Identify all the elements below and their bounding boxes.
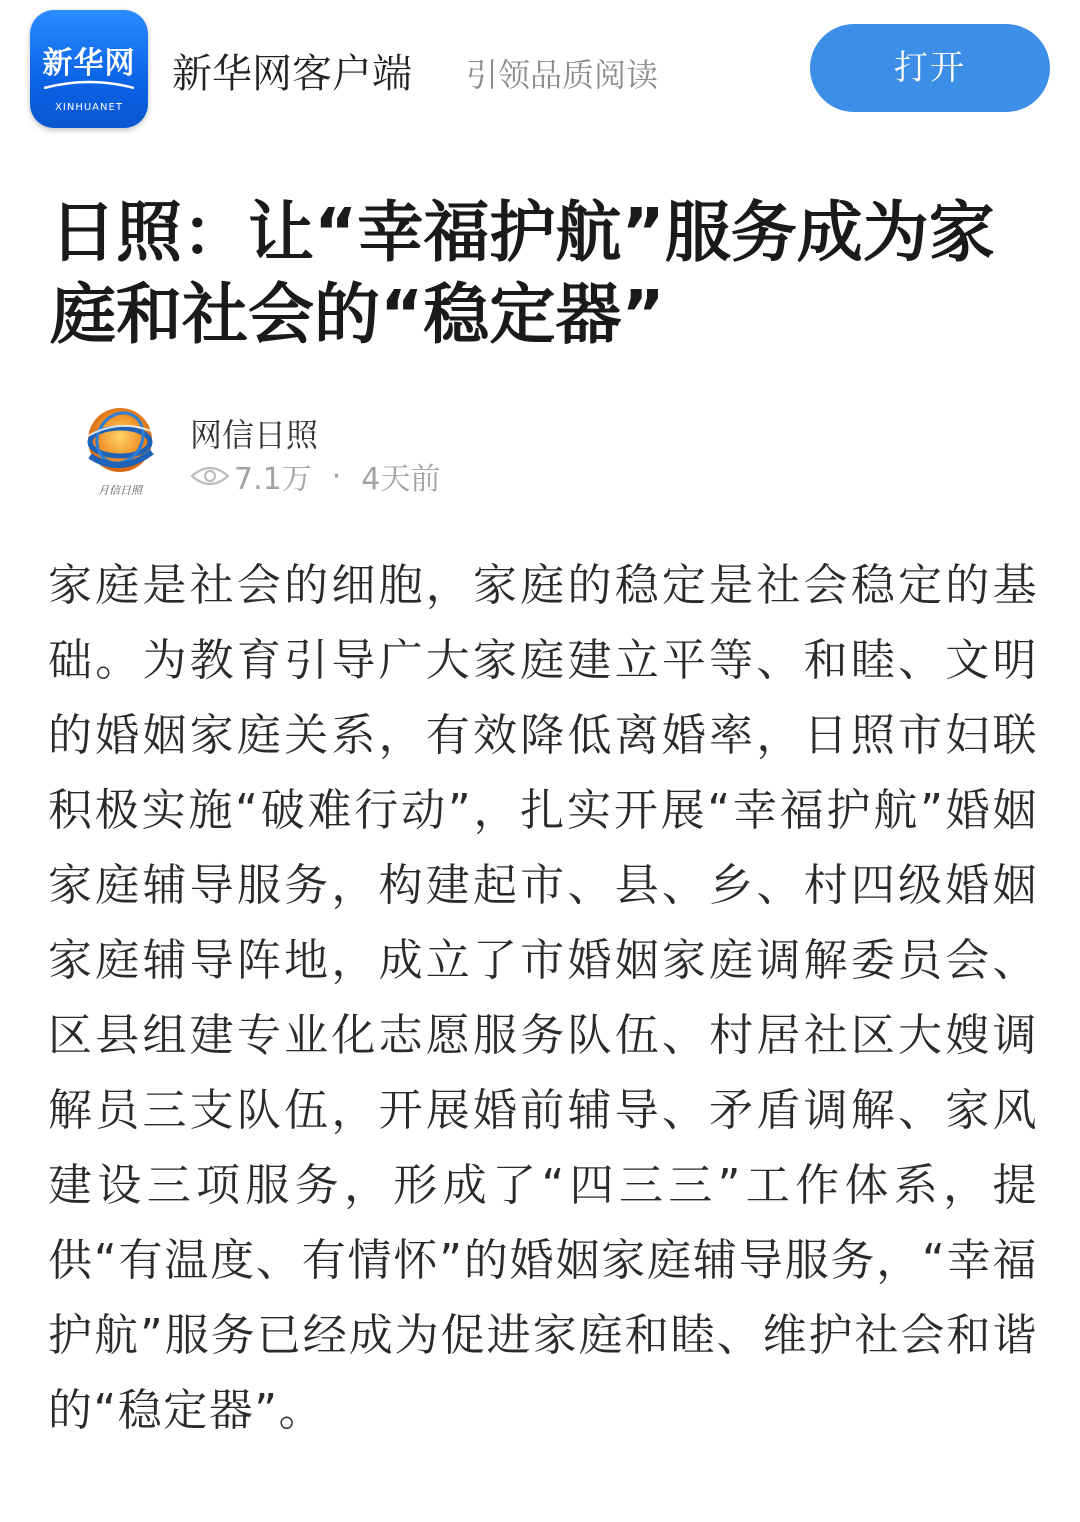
app-name: 新华网客户端 bbox=[172, 51, 412, 97]
logo-subtext: XINHUANET bbox=[55, 102, 123, 113]
app-slogan: 引领品质阅读 bbox=[466, 56, 659, 94]
publish-time: 4天前 bbox=[361, 462, 441, 497]
view-count: 7.1万 bbox=[234, 462, 312, 497]
app-banner bbox=[0, 0, 1080, 140]
xinhuanet-logo[interactable] bbox=[30, 10, 148, 128]
author-name[interactable]: 网信日照 bbox=[190, 416, 319, 454]
meta-separator: · bbox=[331, 458, 342, 494]
globe-logo-icon[interactable] bbox=[80, 400, 160, 500]
eye-icon bbox=[190, 464, 230, 488]
open-app-button[interactable]: 打开 bbox=[810, 24, 1050, 112]
avatar-caption: 月信日照 bbox=[98, 484, 142, 497]
article-title: 日照：让“幸福护航”服务成为家庭和社会的“稳定器” bbox=[50, 194, 995, 353]
article-meta bbox=[190, 456, 440, 496]
logo-text: 新华网 bbox=[42, 46, 136, 81]
article-body: 家庭是社会的细胞，家庭的稳定是社会稳定的基础。为教育引导广大家庭建立平等、和睦、文明的婚姻家庭关系，有效降低离婚率，日照市妇联积极实施“破难行动”，扎实开展“幸福护航”婚姻家庭辅导服务，构建起市、县、乡、村四级婚姻家庭辅导阵地，成立了市婚姻家庭调解委员会、区县组建专业化志愿服务队伍、村居社区大嫂调解员三支队伍，开展婚前辅导、矛盾调解、家风建设三项服务，形成了“四三三”工作体系，提供“有温度、有情怀”的婚姻家庭辅导服务，“幸福护航”服务已经成为促进家庭和睦、维护社会和谐的“稳定器”。 bbox=[48, 560, 1038, 1436]
logo-swoosh-icon bbox=[44, 80, 134, 90]
